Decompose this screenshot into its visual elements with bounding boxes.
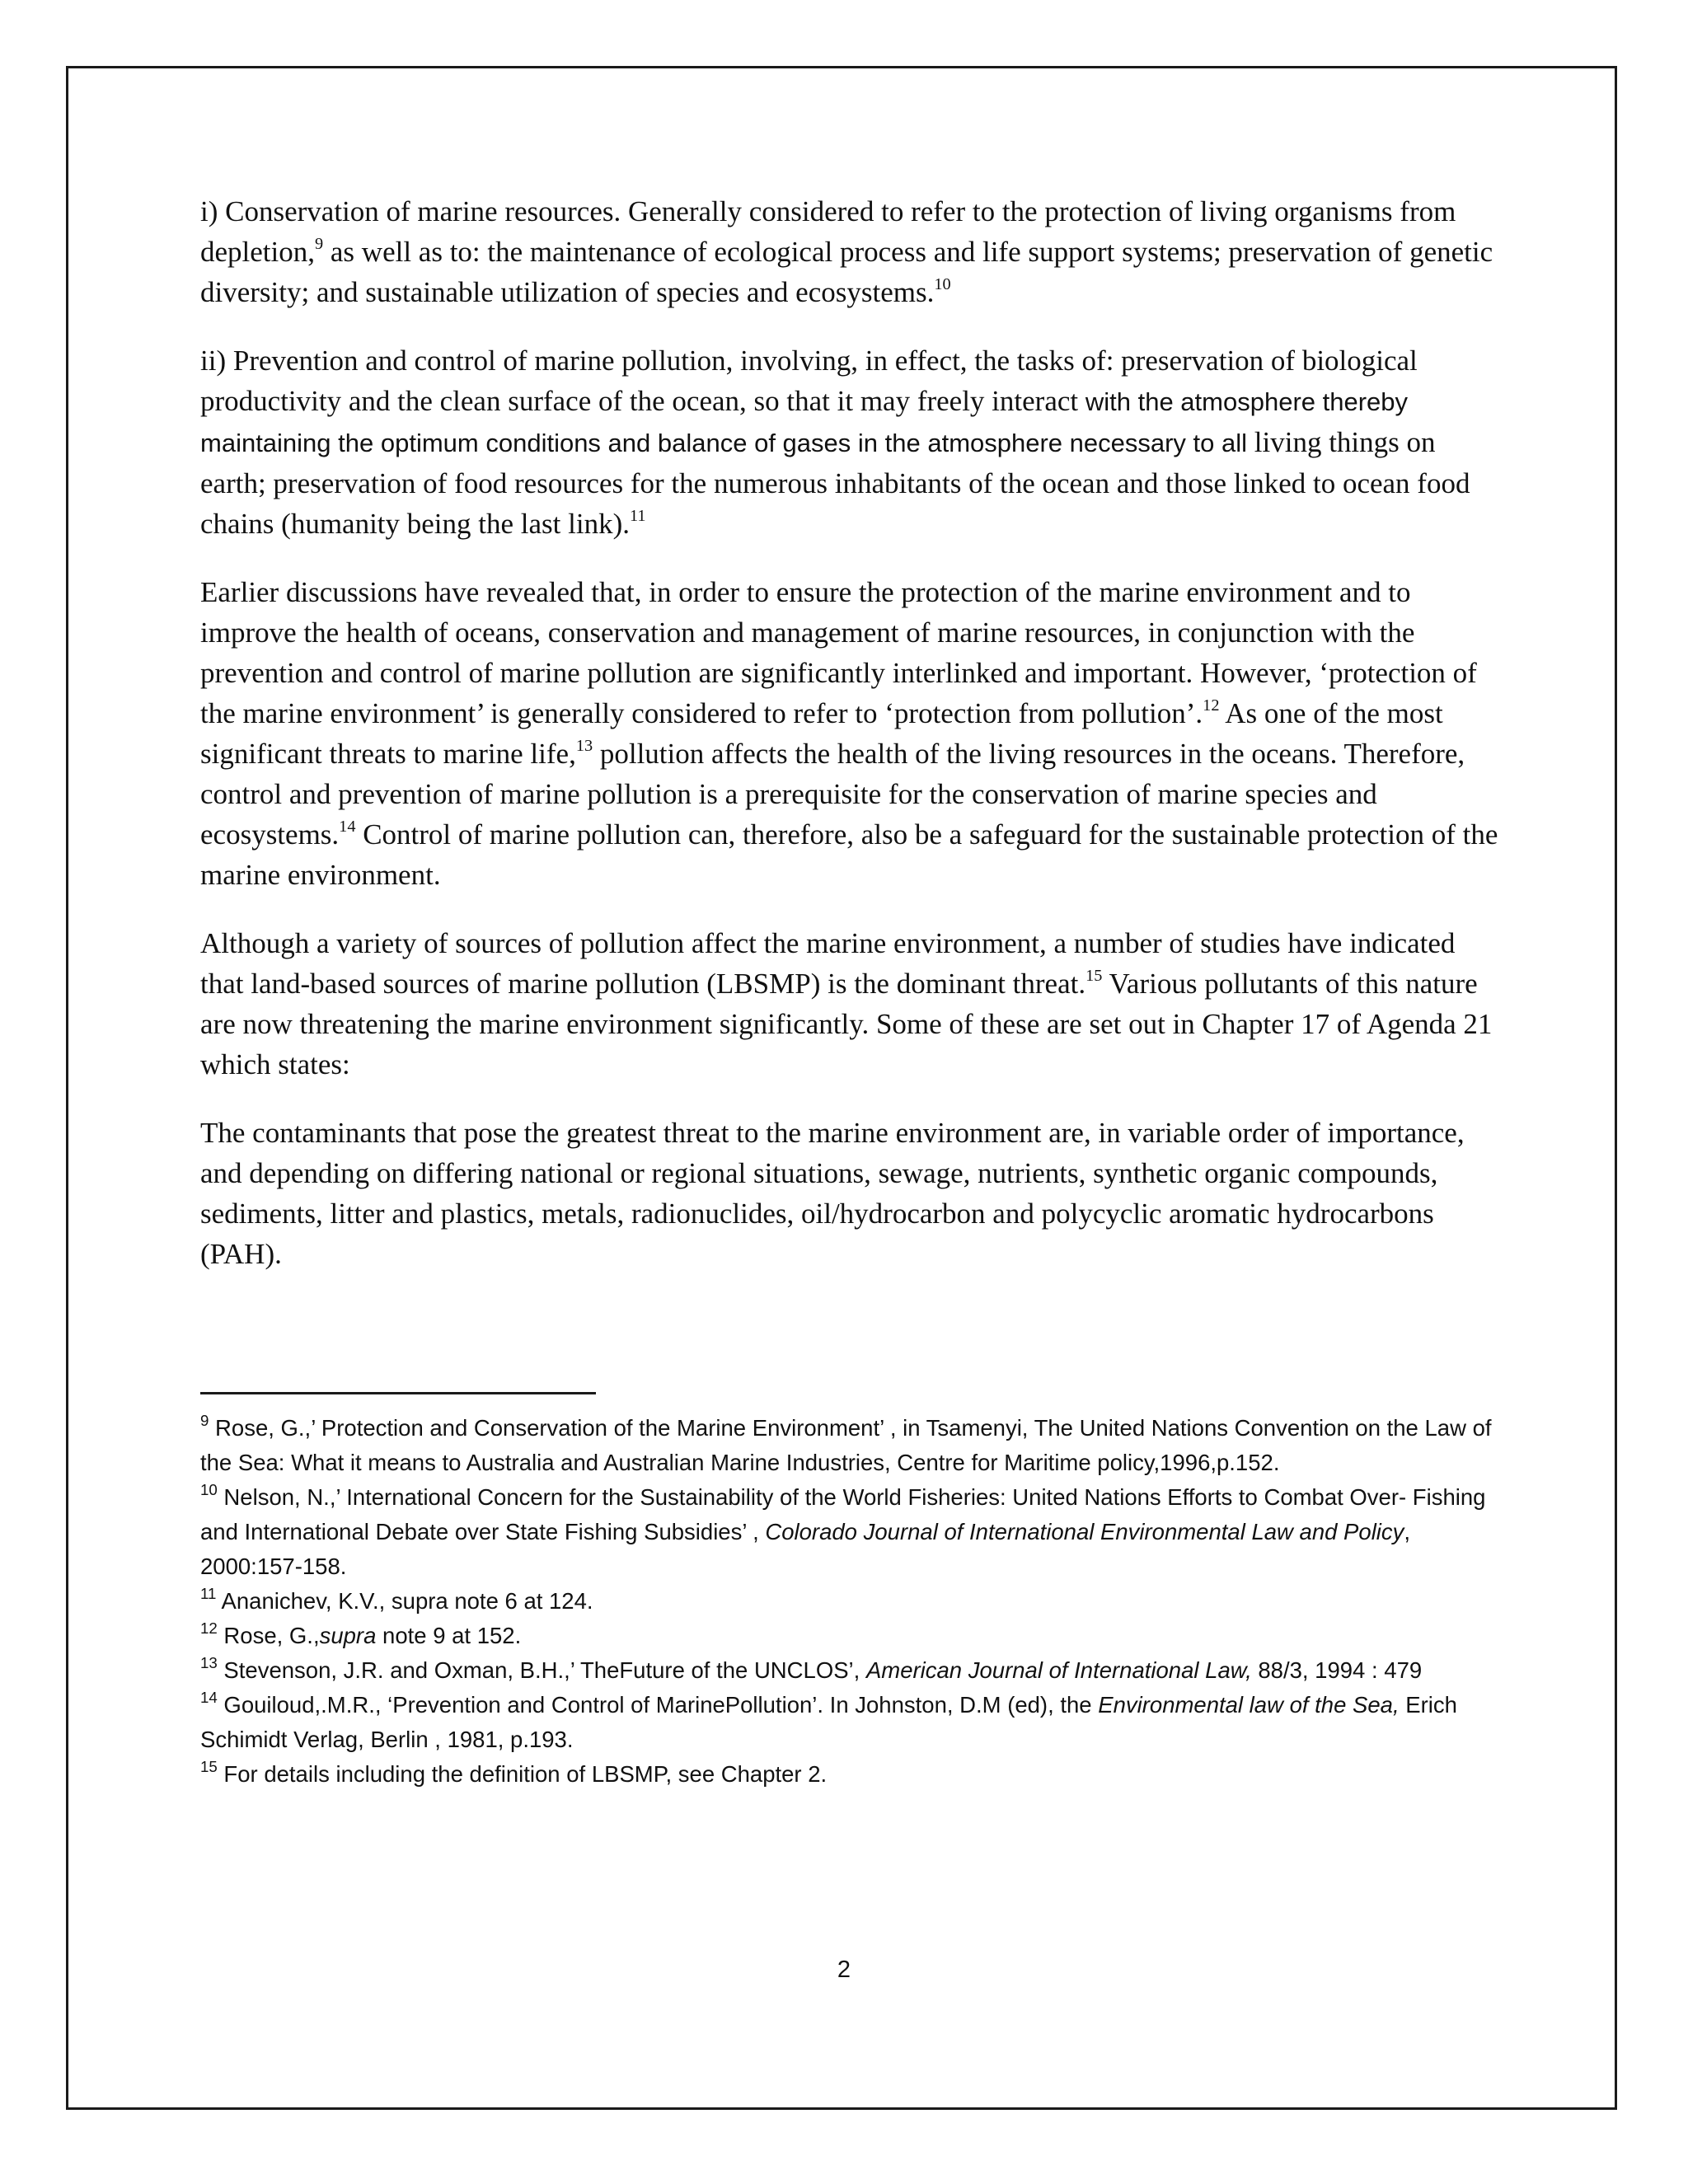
footnote-ref: 9: [315, 235, 324, 254]
footnote-ref: 11: [630, 507, 646, 526]
footnote-ref: 15: [1085, 967, 1103, 986]
paragraph-agenda21-quote: The contaminants that pose the greatest threat to the marine environment are, in variable order of importance, and depending on differing national or regional situations, sewage, nutrients, synthetic organic compounds, sediments, litter and plastics, metals, radionuclides, oil/hydrocarbon and polycyclic aromatic hydrocarbons (PAH).: [200, 1117, 1465, 1270]
paragraph-sources-of-pollution: Although a variety of sources of pollution affect the marine environment, a number of studies have indicated that land-based sources of marine pollution (LBSMP) is the dominant threat.$^{15}$ Various pollutants of this nature are now threatening the marine environment significantly. Some of these are set out in Chapter 17 of Agenda 21 which states:: [200, 927, 1493, 1080]
paragraph-prevention: ii) Prevention and control of marine pollution, involving, in effect, the tasks of: preservation of biological productivity and the clean surface of the ocean, so that it may freely interact with the atmosphere thereby maintaining the optimum conditions and balance of gases in the atmosphere necessary to all living things on earth; preservation of food resources for the numerous inhabitants of the ocean and those linked to ocean food chains (humanity being the last link).$^{11}$: [200, 344, 1470, 540]
footnote: $^{14}$ Gouiloud,.M.R., ‘Prevention and Control of MarinePollution’. In Johnston, D.M (ed), the Environmental law of the Sea, Erich Schimidt Verlag, Berlin , 1981, p.193.: [200, 1688, 1457, 1752]
footnotes: [200, 1411, 1503, 1792]
footnote: $^9$ Rose, G.,’ Protection and Conservation of the Marine Environment’ , in Tsamenyi, The United Nations Convention on the Law of the Sea: What it means to Australia and Australian Marine Industries, Centre for Maritime policy,1996,p.152.: [200, 1411, 1492, 1475]
footnote-ref: 10: [934, 275, 951, 294]
footnote: $^{11}$ Ananichev, K.V., supra note 6 at 124.: [200, 1584, 593, 1614]
footnote: $^{12}$ Rose, G.,supra note 9 at 152.: [200, 1619, 522, 1648]
paragraph-conservation: i) Conservation of marine resources. Generally considered to refer to the protection of living organisms from depletion,$^9$ as well as to: the maintenance of ecological process and life support systems; preservation of genetic diversity; and sustainable utilization of species and ecosystems.$^{10}$: [200, 195, 1493, 308]
footnote: $^{15}$ For details including the definition of LBSMP, see Chapter 2.: [200, 1757, 828, 1787]
page-number: 2: [837, 1957, 851, 1983]
footnote-separator: [200, 1392, 596, 1394]
main-text: [200, 191, 1503, 1302]
paragraph-earlier-discussions: Earlier discussions have revealed that, in order to ensure the protection of the marine environment and to improve the health of oceans, conservation and management of marine resources, in conjunction with the prevention and control of marine pollution are significantly interlinked and important. However, ‘protection of the marine environment’ is generally considered to refer to ‘protection from pollution’.$^{12}$ As one of the most significant threats to marine life,$^{13}$ pollution affects the health of the living resources in the oceans. Therefore, control and prevention of marine pollution is a prerequisite for the conservation of marine species and ecosystems.$^{14}$ Control of marine pollution can, therefore, also be a safeguard for the sustainable protection of the marine environment.: [200, 576, 1498, 891]
footnote-ref: 13: [575, 737, 593, 756]
footnote: $^{13}$ Stevenson, J.R. and Oxman, B.H.,’ TheFuture of the UNCLOS’, American Journal of International Law, 88/3, 1994 : 479: [200, 1653, 1423, 1683]
footnote-ref: 14: [339, 818, 356, 837]
footnote: $^{10}$ Nelson, N.,’ International Concern for the Sustainability of the World Fisheries: United Nations Efforts to Combat Over- Fishing and International Debate over State Fishing Subsidies’ , Colorado Journal of International Environmental Law and Policy, 2000:157-158.: [200, 1480, 1486, 1579]
footnote-ref: 12: [1203, 696, 1220, 715]
